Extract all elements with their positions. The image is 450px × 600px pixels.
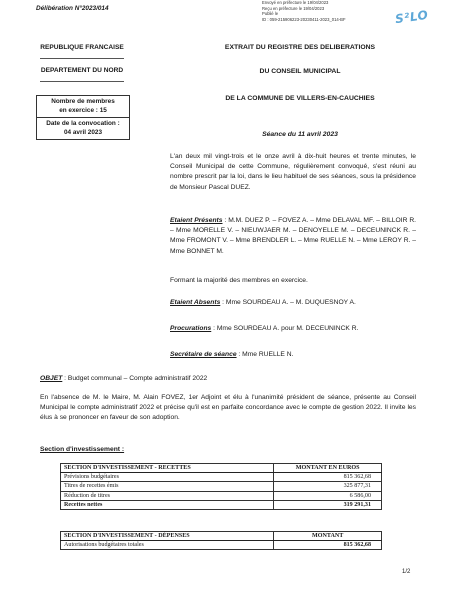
table-row — [61, 482, 382, 491]
prefecture-stamp — [262, 0, 430, 36]
table-row — [61, 491, 382, 500]
divider — [40, 81, 124, 82]
row-amount: 319 291,31 — [274, 500, 382, 509]
section-investment-label — [40, 445, 416, 455]
absent-list: : Mme SOURDEAU A. – M. DUQUESNOY A. — [220, 299, 356, 306]
convocation-info — [37, 118, 129, 139]
row-label: Prévisions budgétaires — [61, 473, 274, 482]
table-header-section: SECTION D'INVESTISSEMENT - RECETTES — [61, 464, 274, 473]
proxy-label: Procurations — [170, 325, 212, 332]
members-value: en exercice : 15 — [59, 107, 107, 115]
council-title: DU CONSEIL MUNICIPAL — [259, 68, 341, 75]
stamp-received-line: Reçu en préfecture le 19/04/2023 — [262, 5, 325, 11]
row-amount: 325 877,31 — [274, 482, 382, 491]
row-label: Titres de recettes émis — [61, 482, 274, 491]
convocation-date: 04 avril 2023 — [63, 129, 103, 137]
majority-text: Formant la majorité des membres en exercice. — [170, 277, 308, 284]
present-label: Etaient Présents — [170, 217, 223, 224]
investment-expenses-table — [60, 531, 382, 550]
stamp-sent-line: Envoyé en préfecture le 19/04/2023 — [262, 0, 329, 5]
row-amount: 6 586,00 — [274, 491, 382, 500]
deliberation-number: Délibération N°2023/014 — [36, 5, 109, 12]
objet-label: OBJET — [40, 375, 63, 382]
register-title: EXTRAIT DU REGISTRE DES DELIBERATIONS — [224, 44, 376, 51]
absent-members — [170, 298, 416, 308]
row-label: Réduction de titres — [61, 491, 274, 500]
stamp-id-line: ID : 059-215906223-20230411-2023_014-BF — [262, 16, 346, 22]
present-members — [170, 216, 416, 257]
convocation-label: Date de la convocation : — [46, 119, 120, 127]
stamp-published-line: Publié le — [262, 11, 279, 17]
members-label: Nombre de membres — [51, 98, 115, 105]
commune-title: DE LA COMMUNE DE VILLERS-EN-CAUCHIES — [225, 95, 375, 102]
table-header-amount: MONTANT EN EUROS — [274, 464, 382, 473]
page-number: 1/2 — [402, 569, 411, 575]
investment-receipts-table — [60, 463, 382, 510]
row-amount: 815 362,68 — [274, 541, 382, 550]
members-count — [37, 96, 129, 118]
absence-paragraph: En l'absence de M. le Maire, M. Alain FOVEZ, 1er Adjoint et élu à l'unanimité président de séance, présente au Conseil Municipal le compte administratif 2022 et précise qu'il est en parfaite concordance avec le compte de gestion 2022. Il invite les élus à se prononcer en faveur de son adoption. — [40, 394, 416, 422]
table-header-amount: MONTANT — [274, 532, 382, 541]
table-row — [61, 541, 382, 550]
republic-label: REPUBLIQUE FRANCAISE — [40, 44, 124, 51]
section-label-text: Section d'investissement : — [40, 446, 125, 453]
divider — [40, 58, 124, 59]
session-date: Séance du 11 avril 2023 — [262, 131, 338, 138]
intro-paragraph: L'an deux mil vingt-trois et le onze avril à dix-huit heures et trente minutes, le Conseil Municipal de cette Commune, régulièrement convoqué, s'est réuni au nombre prescrit par la loi, dans le lieu habituel de ses séances, sous la présidence de Monsieur Pascal DUEZ. — [170, 153, 416, 191]
secretary — [170, 350, 416, 360]
proxy-text: : Mme SOURDEAU A. pour M. DECEUNINCK R. — [211, 325, 359, 332]
table-header-row — [61, 464, 382, 473]
members-info-box — [36, 95, 130, 140]
s2lo-logo: S²LO — [393, 7, 429, 27]
department-label: DEPARTEMENT DU NORD — [40, 67, 124, 74]
table-row — [61, 473, 382, 482]
table-row-total — [61, 500, 382, 509]
table-header-row — [61, 532, 382, 541]
table-header-section: SECTION D'INVESTISSEMENT - DÉPENSES — [61, 532, 274, 541]
objet-text: : Budget communal – Compte administratif 2022 — [62, 375, 208, 382]
secretary-label: Secrétaire de séance — [170, 351, 237, 358]
present-list: : M.M. DUEZ P. – FOVEZ A. – Mme DELAVAL MF. – BILLOIR R. – Mme MORELLE V. – NIEUWJAER M. – DENOYELLE M. – DECEUNINCK R. – Mme FROMONT V. – Mme BRENDLER L. – Mme RUELLE N. – Mme LEROY R. – Mme BONNET M. — [170, 217, 417, 255]
secretary-text: : Mme RUELLE N. — [236, 351, 294, 358]
row-amount: 815 362,68 — [274, 473, 382, 482]
proxies — [170, 324, 416, 334]
row-label: Recettes nettes — [61, 500, 274, 509]
row-label: Autorisations budgétaires totales — [61, 541, 274, 550]
objet-line — [40, 374, 416, 384]
absent-label: Etaient Absents — [170, 299, 221, 306]
